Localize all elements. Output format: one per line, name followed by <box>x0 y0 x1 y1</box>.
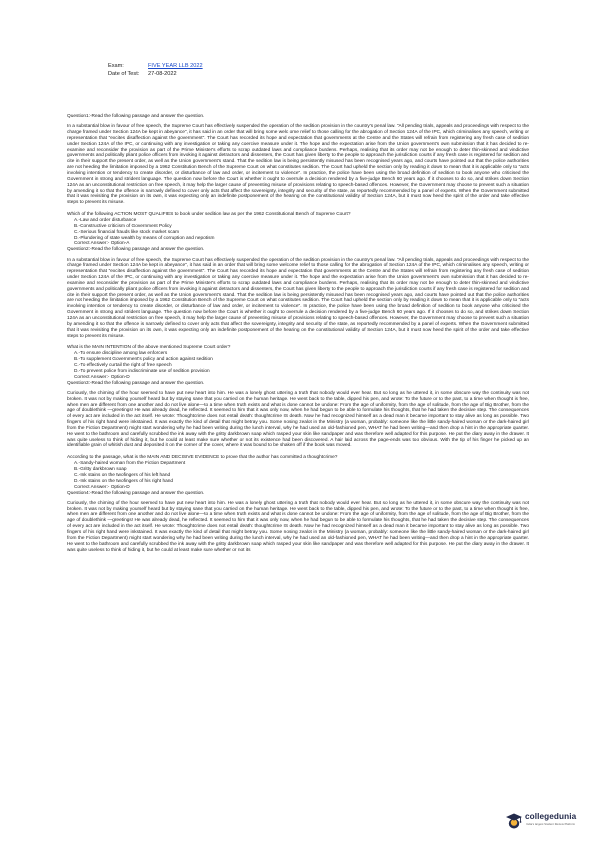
exam-row <box>108 63 203 70</box>
date-value: 27-08-2022 <box>148 71 177 77</box>
option-a: A.-To ensure discipline among law enforcers <box>74 351 168 357</box>
brand-tagline: India's largest Student Review Platform <box>526 823 576 826</box>
question-2 <box>67 247 529 380</box>
question-content <box>67 114 529 559</box>
question-stem: What is the MAIN INTENTION of the above mentioned Supreme Court order? <box>67 345 231 351</box>
question-passage: In a substantial blow in favour of free speech, the Supreme Court has effectively suspended the operation of the sedition provision in the country's penal law. "All pending trials, appeals and proceedings with respect to the charge framed under Section 124A be kept in abeyance", it has said in an order that will bring some welc ome relief to those calling for the abrogation of Section 124A of the IPC, which criminalises any speech, writing or representation that "excites disaffection against the government". The Court has recorded its hope and expectation that governments at the Centre and the States will refrain from registering any fresh case of sedition under Section 124A of the IPC, or continuing with any investigation or taking any coercive measure under it. The hope and the expectation arise from the Union government's own submission that it has decided to re-examine and reconsider the provision as part of the Prime Minister's efforts to scrap outdated laws and compliance burdens. Perhaps, realising that its order may not be enough to deter thin-skinned and vindictive governments and politically pliant police officers from invoking it against detractors and dissenters, the Court has given liberty to the people to approach the jurisdiction courts if any fresh case is registered for sedition and cite in their support the present order, as well as the Union government's stand. That the sedition law is being persistently misused has been recognised years ago, and courts have pointed out that the police authorities are not heeding the limitation imposed by a 1962 Constitution Bench of the Supreme Court on what constitutes sedition. The Court had upheld the section only by reading it down to mean that it is applicable only to "acts involving intention or tendency to create disorder, or disturbance of law and order, or incitement to violence". In practice, the police have been using the broad definition of sedition to book anyone who criticised the Government in strong and strident language. The question now before the Court is whether it ought to overrule a decision rendered by a five-judge Bench 60 years ago. If it chooses to do so, and strikes down Section 124A as an unconstitutional restriction on free speech, it may help the larger cause of preventing misuse of provisions relating to speech-based offences. However, the Government may choose to prevent such a situation by amending it so that the offence is narrowly defined to cover only acts that affect the sovereignty, integrity and security of the state, as reportedly recommended by a panel of experts. When the Government submitted that it was revisiting the provision on its own, it was expecting only an indefinite postponement of the hearing on the constitutional validity of Section 124A, but it must now heed the spirit of the order and take effective steps to prevent its misuse. <box>67 124 529 206</box>
question-stem: According to the passage, what is the MAIN AND DECISIVE EVIDENCE to prove that the author has committed a thoughtcrime? <box>67 455 338 461</box>
question-passage: Curiously, the chiming of the hour seemed to have put new heart into him. He was a lonely ghost uttering a truth that nobody would ever hear. But so long as he uttered it, in some obscure way the continuity was not broken. It was not by making yourself heard but by staying sane that you carried on the human heritage. He went back to the table, dipped his pen, and wrote: To the future or to the past, to a time when thought is free, when men are different from one another and do not live alone—to a time when truth exists and what is done cannot be undone: From the age of uniformity, from the age of solitude, from the age of Big Brother, from the age of doublethink —greetings! He was already dead, he reflected. It seemed to him that it was only now, when he had begun to be able to formulate his thoughts, that he had taken the decisive step. The consequences of every act are included in the act itself. He wrote: Thoughtcrime does not entail death: thoughtcrime IS death. Now he had recognized himself as a dead man it became important to stay alive as long as possible. Two fingers of his right hand were inkstained. It was exactly the kind of detail that might betray you. Some nosing zealot in the Ministry (a woman, probably: someone like the little sandy-haired woman or the dark-haired girl from the Fiction Department) might start wondering why he had been writing during the lunch interval, why he had used an old-fashioned pen, WHAT he had been writing—and then drop a hint in the appropriate quarter. He went to the bathroom and carefully scrubbed the ink away with the gritty darkbrown soap which rasped your skin like sandpaper and was therefore well adapted for this purpose. He put the diary away in the drawer. It was quite useless to think of hiding it, but he could at least make sure whether or not its existence had been discovered. A hair laid across the page-ends was too obvious. With the tip of his finger he picked up an identifiable grain of whitish dust and deposited it on the corner of the cover, where it was bound to be shaken off if the book was moved. <box>67 390 529 449</box>
date-label: Date of Test: <box>108 71 140 77</box>
option-b: B.-Constructive criticism of Government Policy <box>74 223 172 229</box>
question-heading: Question2:-Read the following passage and answer the question. <box>67 247 205 253</box>
question-passage: In a substantial blow in favour of free speech, the Supreme Court has effectively suspended the operation of the sedition provision in the country's penal law. "All pending trials, appeals and proceedings with respect to the charge framed under Section 124A be kept in abeyance", it has said in an order that will bring some welcome relief to those calling for the abrogation of Section 124A of the IPC, which criminalises any speech, writing or representation that "excites disaffection against the government". The Court has recorded its hope and expectation that governments at the Centre and the States will refrain from registering any fresh case of sedition under Section 124A of the IPC, or continuing with any investigation or taking any coercive measure under it. The hope and the expectation arise from the Union government's own submission that it has decided to re-examine and reconsider the provision as part of the Prime Minister's efforts to scrap outdated laws and compliance burdens. Perhaps, realising that its order may not be enough to deter thin-skinned and vindictive governments and politically pliant police officers from invoking it against detractors and dissenters, the Court has given liberty to the people to approach the jurisdiction courts if any fresh case is registered for sedition and cite in their support the present order, as well as the Union government's stand. That the sedition law is being persistently misused has been recognised years ago, and courts have pointed out that the police authorities are not heeding the limitation imposed by a 1962 Constitution Bench of the Supreme Court on what constitutes sedition. The Court had upheld the section only by reading it down to mean that it is applicable only to "acts involving intention or tendency to create disorder, or disturbance of law and order, or incitement to violence". In practice, the police have been using the broad definition of sedition to book anyone who criticised the Government in strong and strident language. The question now before the Court is whether it ought to overrule a decision rendered by a five-judge Bench 60 years ago. If it chooses to do so, and strikes down Section 124A as an unconstitutional restriction on free speech, it may help the larger cause of preventing misuse of provisions relating to speech-based offences. However, the Government may choose to prevent such a situation by amending it so that the offence is narrowly defined to cover only acts that affect the sovereignty, integrity and security of the state, as reportedly recommended by a panel of experts. When the Government submitted that it was revisiting the provision on its own, it was expecting only an indefinite postponement of the hearing on the constitutional validity of Section 124A, but it must now heed the spirit of the order and take effective steps to prevent its misuse. <box>67 257 529 339</box>
exam-label: Exam: <box>108 63 124 69</box>
question-heading: Question3:-Read the following passage and answer the question. <box>67 380 205 386</box>
option-list <box>74 351 529 380</box>
option-list <box>74 461 529 490</box>
brand-name: collegedunia <box>525 812 577 821</box>
option-d: D.-To prevent police from indiscriminate use of sedition provision <box>74 368 210 374</box>
date-row <box>108 71 177 78</box>
option-a: A.-Law and order disturbance <box>74 218 137 224</box>
option-a: A.-Sandy-haired woman from the Fiction Department <box>74 461 186 467</box>
option-list <box>74 218 529 247</box>
option-c: C.-Serious financial frauds like stock market scam <box>74 229 180 235</box>
question-heading: Question1:-Read the following passage and answer the question. <box>67 114 205 119</box>
question-3 <box>67 381 529 491</box>
question-passage: Curiously, the chiming of the hour seemed to have put new heart into him. He was a lonely ghost uttering a truth that nobody would ever hear. But so long as he uttered it, in some obscure way the continuity was not broken. It was not by making yourself heard but by staying sane that you carried on the human heritage. He went back to the table, dipped his pen, and wrote: To the future or to the past, to a time when thought is free, when men are different from one another and do not live alone—to a time when truth exists and what is done cannot be undone: From the age of uniformity, from the age of solitude, from the age of Big Brother, from the age of doublethink —greetings! He was already dead, he reflected. It seemed to him that it was only now, when he had begun to be able to formulate his thoughts, that he had taken the decisive step. The consequences of every act are included in the act itself. He wrote: Thoughtcrime does not entail death: thoughtcrime IS death. Now he had recognized himself as a dead man it became important to stay alive as long as possible. Two fingers of his right hand were inkstained. It was exactly the kind of detail that might betray you. Some nosing zealot in the Ministry (a woman, probably: someone like the little sandy-haired woman or the dark-haired girl from the Fiction Department) might start wondering why he had been writing during the lunch interval, why he had used an old-fashioned pen, WHAT he had been writing—and then drop a hint in the appropriate quarter. He went to the bathroom and carefully scrubbed the ink away with the gritty darkbrown soap which rasped your skin like sandpaper and was therefore well adapted for this purpose. He put the diary away in the drawer. It was quite useless to think of hiding it, but he could at least make sure whether or not its <box>67 500 529 553</box>
question-stem: Which of the following ACTION MOST QUALIFIES to book under sedition law as per the 1962 Constitutional Bench of Supreme Court? <box>67 211 351 217</box>
option-c: C.-To effectively curtail the right of free speech <box>74 363 172 369</box>
exam-link[interactable]: FIVE YEAR LLB 2022 <box>148 63 203 69</box>
correct-answer: Correct Answer:- Option-A <box>74 241 130 247</box>
question-heading: Question4:-Read the following passage and answer the question. <box>67 490 205 496</box>
question-1 <box>67 114 529 247</box>
option-d: D.-Ink stains on the twofingers of his right hand <box>74 478 174 484</box>
option-d: D.-Plundering of state wealth by means of corruption and nepotism <box>74 235 215 241</box>
option-b: B.-Gritty darkbrown soap <box>74 467 127 473</box>
correct-answer: Correct Answer:- Option-D <box>74 374 130 380</box>
option-c: C.-Ink stains on the twofingers of his left hand <box>74 472 171 478</box>
brand-logo-block <box>505 810 587 834</box>
graduation-cap-icon <box>505 811 523 831</box>
correct-answer: Correct Answer:- Option-D <box>74 484 130 490</box>
question-4 <box>67 491 529 554</box>
option-b: B.-To supplement Government's policy and action against sedition <box>74 357 213 363</box>
